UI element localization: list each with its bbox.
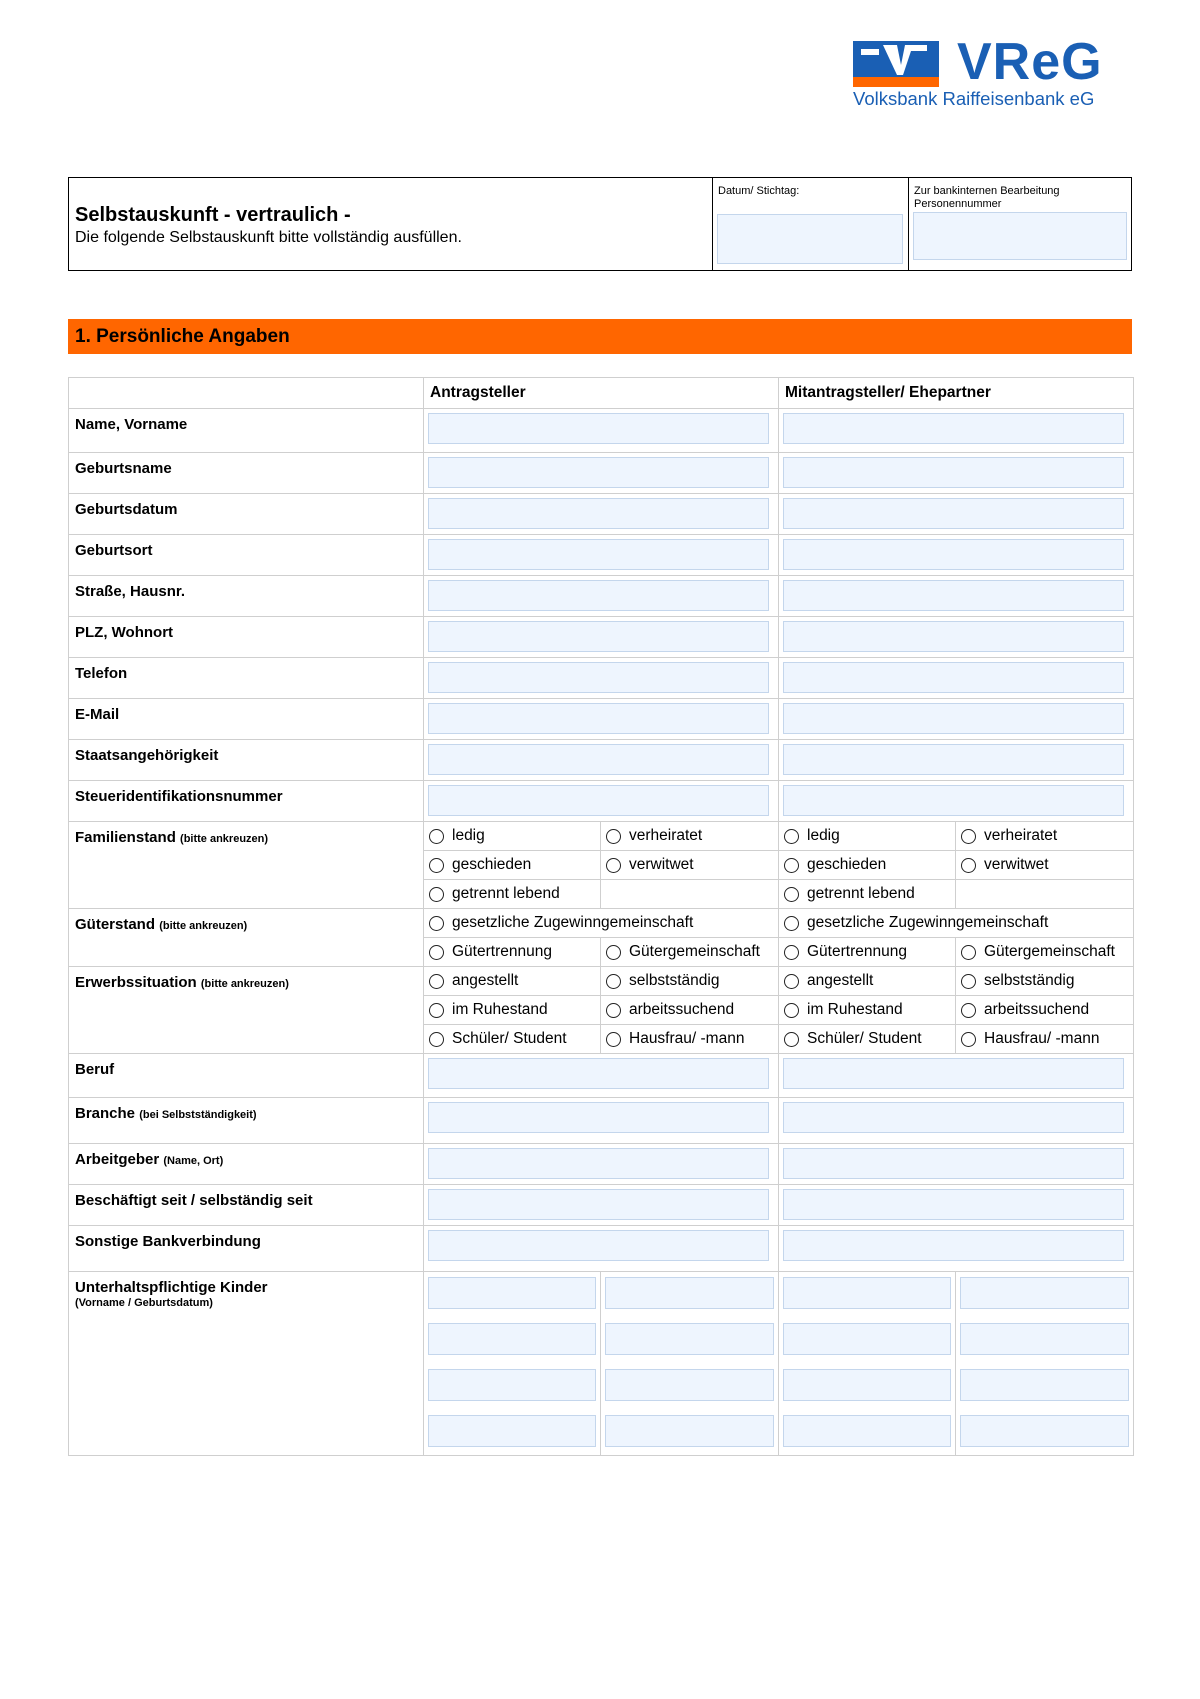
radio-single-co-applicant[interactable]: ledig — [779, 822, 955, 850]
radio-separated-co-applicant[interactable]: getrennt lebend — [779, 880, 955, 908]
radio-community-co-applicant[interactable]: gesetzliche Zugewinngemeinschaft — [779, 909, 1133, 937]
label-phone: Telefon — [69, 658, 424, 699]
branch-input-co-applicant[interactable] — [783, 1102, 1124, 1133]
personal-data-table — [68, 377, 1134, 1456]
employer-input-applicant[interactable] — [428, 1148, 769, 1179]
child-input-a4[interactable] — [428, 1415, 596, 1447]
person-number-input[interactable] — [913, 212, 1127, 260]
logo-mark-icon — [853, 41, 939, 87]
radio-circle-icon — [961, 1032, 976, 1047]
child-input-c3[interactable] — [783, 1369, 951, 1401]
radio-employed-co-applicant[interactable]: angestellt — [779, 967, 955, 995]
label-employment: Erwerbssituation (bitte ankreuzen) — [69, 967, 424, 1054]
birthdate-input-applicant[interactable] — [428, 498, 769, 529]
since-input-applicant[interactable] — [428, 1189, 769, 1220]
name-input-co-applicant[interactable] — [783, 413, 1124, 444]
section-header — [68, 319, 1132, 354]
radio-circle-icon — [961, 945, 976, 960]
name-input-applicant[interactable] — [428, 413, 769, 444]
logo-tagline: Volksbank Raiffeisenbank eG — [853, 88, 1095, 109]
radio-circle-icon — [784, 974, 799, 989]
radio-circle-icon — [606, 858, 621, 873]
employer-input-co-applicant[interactable] — [783, 1148, 1124, 1179]
nationality-input-co-applicant[interactable] — [783, 744, 1124, 775]
street-input-applicant[interactable] — [428, 580, 769, 611]
radio-student-co-applicant[interactable]: Schüler/ Student — [779, 1025, 955, 1053]
column-co-applicant: Mitantragsteller/ Ehepartner — [779, 378, 1134, 409]
radio-divorced-applicant[interactable]: geschieden — [424, 851, 600, 879]
radio-circle-icon — [784, 1003, 799, 1018]
zip-city-input-co-applicant[interactable] — [783, 621, 1124, 652]
street-input-co-applicant[interactable] — [783, 580, 1124, 611]
radio-job-seeking-co-applicant[interactable]: arbeitssuchend — [956, 996, 1133, 1024]
label-marital-status: Familienstand (bitte ankreuzen) — [69, 822, 424, 909]
child-input-b4[interactable] — [605, 1415, 774, 1447]
since-input-co-applicant[interactable] — [783, 1189, 1124, 1220]
child-input-a2[interactable] — [428, 1323, 596, 1355]
radio-homemaker-co-applicant[interactable]: Hausfrau/ -mann — [956, 1025, 1133, 1053]
radio-circle-icon — [429, 1032, 444, 1047]
taxid-input-applicant[interactable] — [428, 785, 769, 816]
radio-widowed-co-applicant[interactable]: verwitwet — [956, 851, 1133, 879]
birthplace-input-co-applicant[interactable] — [783, 539, 1124, 570]
radio-separation-applicant[interactable]: Gütertrennung — [424, 938, 600, 966]
radio-circle-icon — [429, 916, 444, 931]
section-title: 1. Persönliche Angaben — [75, 326, 290, 347]
label-nationality: Staatsangehörigkeit — [69, 740, 424, 781]
radio-job-seeking-applicant[interactable]: arbeitssuchend — [601, 996, 778, 1024]
person-number-label: Personennummer — [914, 198, 1002, 210]
radio-circle-icon — [784, 1032, 799, 1047]
birthname-input-co-applicant[interactable] — [783, 457, 1124, 488]
bank-internal-label: Zur bankinternen Bearbeitung — [914, 185, 1060, 197]
radio-homemaker-applicant[interactable]: Hausfrau/ -mann — [601, 1025, 778, 1053]
date-cell — [713, 178, 909, 270]
radio-self-employed-applicant[interactable]: selbstständig — [601, 967, 778, 995]
phone-input-applicant[interactable] — [428, 662, 769, 693]
date-input[interactable] — [717, 214, 903, 264]
radio-circle-icon — [606, 974, 621, 989]
label-property-regime: Güterstand (bitte ankreuzen) — [69, 909, 424, 967]
radio-divorced-co-applicant[interactable]: geschieden — [779, 851, 955, 879]
child-input-a3[interactable] — [428, 1369, 596, 1401]
radio-circle-icon — [961, 1003, 976, 1018]
radio-separation-co-applicant[interactable]: Gütertrennung — [779, 938, 955, 966]
radio-retired-co-applicant[interactable]: im Ruhestand — [779, 996, 955, 1024]
radio-retired-applicant[interactable]: im Ruhestand — [424, 996, 600, 1024]
label-name: Name, Vorname — [69, 409, 424, 453]
other-bank-input-co-applicant[interactable] — [783, 1230, 1124, 1261]
label-birthdate: Geburtsdatum — [69, 494, 424, 535]
email-input-applicant[interactable] — [428, 703, 769, 734]
radio-circle-icon — [429, 829, 444, 844]
label-employed-since: Beschäftigt seit / selbständig seit — [69, 1185, 424, 1226]
radio-joint-applicant[interactable]: Gütergemeinschaft — [601, 938, 778, 966]
radio-circle-icon — [784, 916, 799, 931]
radio-circle-icon — [784, 887, 799, 902]
label-other-bank: Sonstige Bankverbindung — [69, 1226, 424, 1272]
label-zip-city: PLZ, Wohnort — [69, 617, 424, 658]
radio-circle-icon — [429, 1003, 444, 1018]
child-input-b2[interactable] — [605, 1323, 774, 1355]
child-input-c4[interactable] — [783, 1415, 951, 1447]
label-birthname: Geburtsname — [69, 453, 424, 494]
radio-circle-icon — [606, 829, 621, 844]
radio-circle-icon — [429, 887, 444, 902]
header-title-cell — [69, 178, 713, 270]
radio-circle-icon — [784, 829, 799, 844]
radio-self-employed-co-applicant[interactable]: selbstständig — [956, 967, 1133, 995]
label-tax-id: Steueridentifikationsnummer — [69, 781, 424, 822]
radio-separated-applicant[interactable]: getrennt lebend — [424, 880, 600, 908]
radio-joint-co-applicant[interactable]: Gütergemeinschaft — [956, 938, 1133, 966]
radio-student-applicant[interactable]: Schüler/ Student — [424, 1025, 600, 1053]
radio-circle-icon — [429, 945, 444, 960]
radio-circle-icon — [606, 1003, 621, 1018]
phone-input-co-applicant[interactable] — [783, 662, 1124, 693]
branch-input-applicant[interactable] — [428, 1102, 769, 1133]
child-input-a1[interactable] — [428, 1277, 596, 1309]
child-input-d2[interactable] — [960, 1323, 1129, 1355]
label-children: Unterhaltspflichtige Kinder (Vorname / Geburtsdatum) — [69, 1272, 424, 1456]
radio-community-applicant[interactable]: gesetzliche Zugewinngemeinschaft — [424, 909, 778, 937]
radio-circle-icon — [784, 945, 799, 960]
job-input-applicant[interactable] — [428, 1058, 769, 1089]
radio-circle-icon — [606, 1032, 621, 1047]
radio-married-applicant[interactable]: verheiratet — [601, 822, 778, 850]
child-input-d3[interactable] — [960, 1369, 1129, 1401]
birthdate-input-co-applicant[interactable] — [783, 498, 1124, 529]
birthname-input-applicant[interactable] — [428, 457, 769, 488]
radio-circle-icon — [961, 858, 976, 873]
radio-married-co-applicant[interactable]: verheiratet — [956, 822, 1133, 850]
radio-circle-icon — [961, 829, 976, 844]
page-subtitle: Die folgende Selbstauskunft bitte vollständig ausfüllen. — [75, 229, 462, 246]
zip-city-input-applicant[interactable] — [428, 621, 769, 652]
other-bank-input-applicant[interactable] — [428, 1230, 769, 1261]
radio-widowed-applicant[interactable]: verwitwet — [601, 851, 778, 879]
label-job: Beruf — [69, 1054, 424, 1098]
radio-circle-icon — [429, 858, 444, 873]
radio-circle-icon — [429, 974, 444, 989]
child-input-c1[interactable] — [783, 1277, 951, 1309]
label-employer: Arbeitgeber (Name, Ort) — [69, 1144, 424, 1185]
label-branch: Branche (bei Selbstständigkeit) — [69, 1098, 424, 1144]
column-applicant: Antragsteller — [424, 378, 779, 409]
label-birthplace: Geburtsort — [69, 535, 424, 576]
child-input-d4[interactable] — [960, 1415, 1129, 1447]
child-input-b3[interactable] — [605, 1369, 774, 1401]
bank-logo — [853, 33, 1143, 118]
logo-wordmark: VReG — [957, 33, 1103, 91]
radio-circle-icon — [606, 945, 621, 960]
header-box — [68, 177, 1132, 271]
email-input-co-applicant[interactable] — [783, 703, 1124, 734]
radio-circle-icon — [784, 858, 799, 873]
nationality-input-applicant[interactable] — [428, 744, 769, 775]
radio-employed-applicant[interactable]: angestellt — [424, 967, 600, 995]
child-input-c2[interactable] — [783, 1323, 951, 1355]
date-label: Datum/ Stichtag: — [718, 185, 800, 197]
page-title: Selbstauskunft - vertraulich - — [75, 204, 351, 226]
radio-circle-icon — [961, 974, 976, 989]
job-input-co-applicant[interactable] — [783, 1058, 1124, 1089]
birthplace-input-applicant[interactable] — [428, 539, 769, 570]
child-input-d1[interactable] — [960, 1277, 1129, 1309]
child-input-b1[interactable] — [605, 1277, 774, 1309]
label-email: E-Mail — [69, 699, 424, 740]
radio-single-applicant[interactable]: ledig — [424, 822, 600, 850]
bank-internal-cell — [909, 178, 1131, 270]
taxid-input-co-applicant[interactable] — [783, 785, 1124, 816]
label-street: Straße, Hausnr. — [69, 576, 424, 617]
